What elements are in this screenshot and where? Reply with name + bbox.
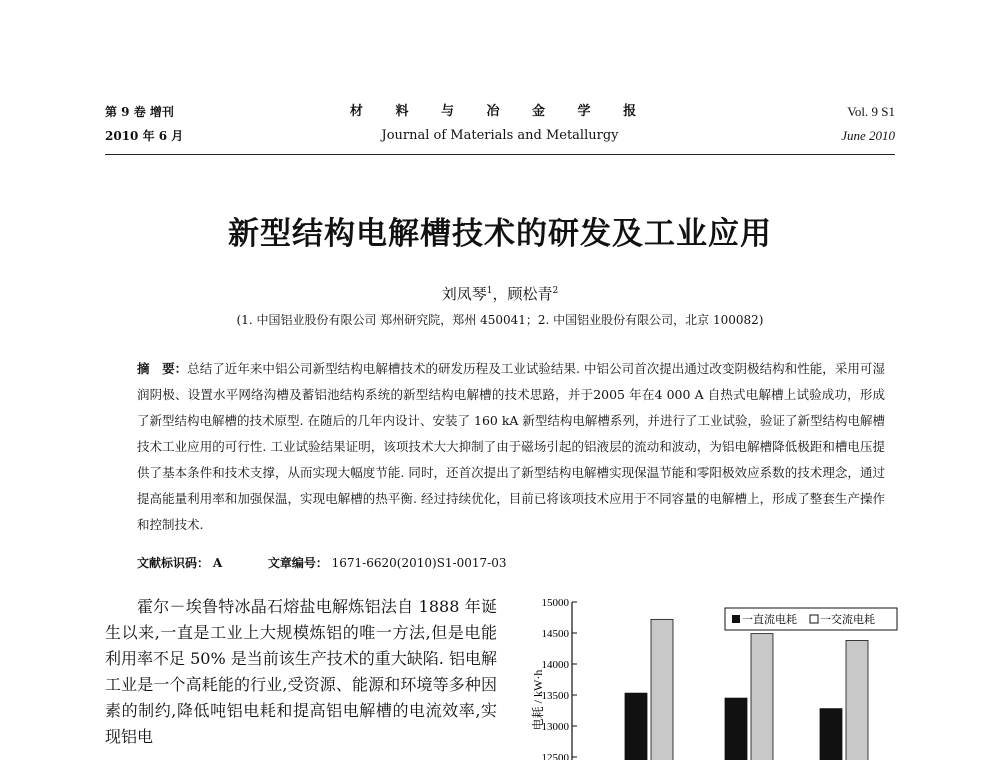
y-tick-label-1: 13000 bbox=[541, 721, 569, 733]
bar-ac-1 bbox=[751, 634, 773, 760]
bar-dc-0 bbox=[625, 693, 647, 760]
author-1: 刘凤琴 bbox=[441, 285, 487, 303]
authors-line bbox=[100, 283, 900, 304]
energy-chart bbox=[520, 590, 910, 760]
document-codes bbox=[137, 554, 506, 571]
body-paragraph: 霍尔－埃鲁特冰晶石熔盐电解炼铝法自 1888 年诞生以来,一直是工业上大规模炼铝的唯一方法,但是电能利用率不足 50% 是当前该生产技术的重大缺陷. 铝电解工业是一个高耗能的行业,受资源、能源和环境等多种因素的制约,降低吨铝电耗和提高铝电解槽的电流效率,实现铝电 bbox=[105, 597, 497, 746]
legend-dc-label: 一直流电耗 bbox=[742, 614, 797, 626]
affiliation: (1. 中国铝业股份有限公司 郑州研究院，郑州 450041；2. 中国铝业股份有限公司，北京 100082) bbox=[236, 313, 764, 327]
article-no: 1671-6620(2010)S1-0017-03 bbox=[331, 556, 507, 570]
date-cn: 2010 年 6 月 bbox=[105, 129, 184, 143]
y-tick-label-0: 12500 bbox=[541, 752, 569, 760]
bar-ac-2 bbox=[846, 640, 868, 760]
bar-dc-1 bbox=[725, 698, 747, 760]
legend-ac-swatch bbox=[810, 615, 818, 623]
abstract-label: 摘 要： bbox=[137, 361, 188, 376]
header-right bbox=[841, 100, 895, 148]
paper-title: 新型结构电解槽技术的研发及工业应用 bbox=[228, 216, 772, 252]
abstract bbox=[137, 356, 885, 538]
doc-code: A bbox=[212, 556, 223, 570]
bar-ac-0 bbox=[651, 619, 673, 760]
article-no-label: 文章编号： bbox=[267, 556, 328, 570]
legend-dc-swatch bbox=[732, 615, 740, 623]
chart-legend bbox=[725, 608, 897, 630]
header-left bbox=[105, 100, 183, 148]
doc-code-label: 文献标识码： bbox=[137, 556, 210, 570]
bar-dc-2 bbox=[820, 709, 842, 760]
abstract-text: 总结了近年来中铝公司新型结构电解槽技术的研发历程及工业试验结果. 中铝公司首次提出通过改变阴极结构和性能，采用可湿润阴极、设置水平网络沟槽及蓄铝池结构系统的新型结构电解槽的技术思路，并于2005 年在4 000 A 自热式电解槽上试验成功，形成了新型结构电解槽的技术原型. 在随后的几年内设计、安装了 160 kA 新型结构电解槽系列，并进行了工业试验，验证了新型结构电解槽技术工业应用的可行性. 工业试验结果证明，该项技术大大抑制了由于磁场引起的铝液层的流动和波动，为铝电解槽降低极距和槽电压提供了基本条件和技术支撑，从而实现大幅度节能. 同时，还首次提出了新型结构电解槽实现保温节能和零阳极效应系数的技术理念，通过提高能量利用率和加强保温，实现电解槽的热平衡. 经过持续优化，目前已将该项技术应用于不同容量的电解槽上，形成了整套生产操作和控制技术. bbox=[137, 361, 885, 532]
volume-cn: 第 9 卷 增刊 bbox=[105, 105, 174, 119]
legend-ac-label: 一交流电耗 bbox=[820, 614, 875, 626]
journal-name-en: Journal of Materials and Metallurgy bbox=[381, 128, 619, 143]
y-tick-label-5: 15000 bbox=[541, 597, 569, 609]
y-tick-label-3: 14000 bbox=[541, 659, 569, 671]
y-tick-label-2: 13500 bbox=[541, 690, 569, 702]
author-1-affil: 1 bbox=[486, 286, 493, 296]
author-separator: ， bbox=[492, 285, 508, 303]
y-axis-label: 电耗 / kW·h bbox=[531, 669, 545, 731]
journal-name-cn: 材 料 与 冶 金 学 报 bbox=[349, 104, 651, 119]
header-center bbox=[300, 100, 700, 148]
y-tick-label-4: 14500 bbox=[541, 628, 569, 640]
author-2: 顾松青 bbox=[507, 285, 553, 303]
date-en: June 2010 bbox=[841, 128, 895, 143]
volume-en: Vol. 9 S1 bbox=[847, 104, 895, 119]
header-divider bbox=[105, 154, 895, 155]
author-2-affil: 2 bbox=[552, 286, 559, 296]
